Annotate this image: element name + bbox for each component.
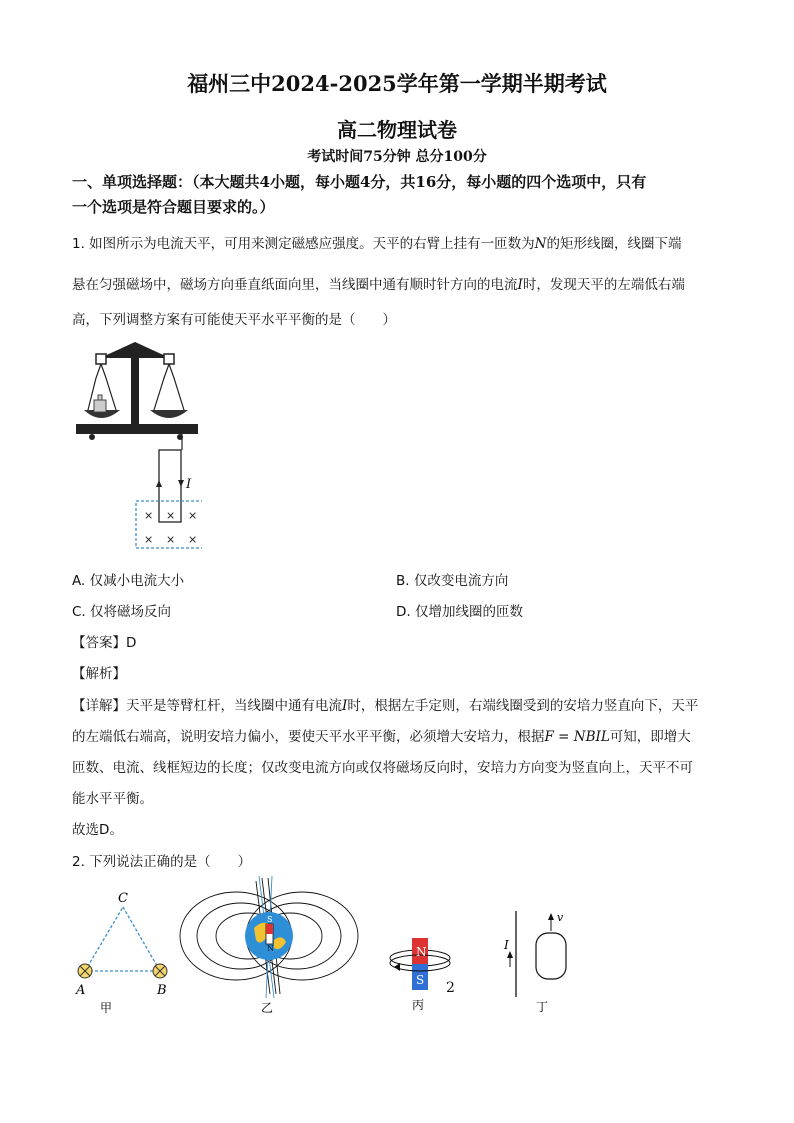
svg-text:B: B [157,983,167,998]
q1-option-d: D. 仅增加线圈的匝数 [396,604,523,620]
svg-text:I: I [504,938,509,952]
section-heading-line2: 一个选项是符合题目要求的。） [72,198,275,216]
q1-detail-line4: 能水平平衡。 [72,791,153,807]
q1-conclusion: 故选D。 [72,822,123,838]
svg-text:×: × [188,509,198,522]
wire-B-icon [153,964,167,978]
q1-stem-line3: 高，下列调整方案有可能使天平水平平衡的是（ ） [72,312,396,328]
q2-stem: 2. 下列说法正确的是（ ） [72,854,252,870]
q1-answer: 【答案】D [72,635,137,651]
svg-text:乙: 乙 [261,1001,274,1015]
svg-text:×: × [144,509,154,522]
exam-title: 福州三中2024-2025学年第一学期半期考试 [187,71,607,96]
svg-text:×: × [166,509,176,522]
svg-text:2: 2 [446,980,455,996]
svg-text:甲: 甲 [100,1001,113,1015]
svg-text:N: N [416,945,427,959]
current-balance-figure [72,340,202,555]
current-label-I: I [186,477,192,492]
svg-text:×: × [144,533,154,546]
section-heading [72,170,732,220]
figure-yi [176,876,362,1021]
q1-stem-line2: 悬在匀强磁场中，磁场方向垂直纸面向里，当线圈中通有顺时针方向的电流I时，发现天平的左端低右端 [72,277,685,293]
svg-text:丙: 丙 [412,998,425,1012]
q1-detail-line2: 的左端低右端高，说明安培力偏小，要使天平水平平衡，必须增大安培力，根据F = NBIL可知，即增大 [72,729,691,745]
formula: F = NBIL [544,729,610,745]
figure-jia [72,885,182,1020]
q1-option-a: A. 仅减小电流大小 [72,573,185,589]
svg-text:S: S [267,915,273,924]
exam-info: 考试时间75分钟 总分100分 [307,149,487,165]
q1-option-b: B. 仅改变电流方向 [396,573,509,589]
figure-bing [380,930,460,1020]
coil-icon [536,933,566,979]
svg-text:S: S [416,973,425,987]
q1-stem-line1: 1. 如图所示为电流天平，可用来测定磁感应强度。天平的右臂上挂有一匝数为N的矩形线圈，线圈下端 [72,236,682,252]
q1-option-c: C. 仅将磁场反向 [72,604,172,620]
section-heading-line1: 一、单项选择题：（本大题共4小题，每小题4分，共16分，每小题的四个选项中，只有 [72,173,647,191]
q1-detail-line1: 【详解】天平是等臂杠杆，当线圈中通有电流I时，根据左手定则，右端线圈受到的安培力竖直向下，天平 [72,698,699,714]
svg-text:×: × [166,533,176,546]
figure-ding [500,905,580,1020]
svg-text:v: v [557,911,564,924]
wire-A-icon [78,964,92,978]
svg-text:×: × [188,533,198,546]
svg-text:A: A [76,983,86,998]
svg-text:N: N [267,944,274,953]
svg-text:C: C [118,891,128,906]
svg-text:丁: 丁 [536,1000,549,1014]
exam-subtitle: 高二物理试卷 [337,118,457,142]
q1-analysis-title: 【解析】 [72,666,126,682]
q1-detail-line3: 匝数、电流、线框短边的长度；仅改变电流方向或仅将磁场反向时，安培力方向变为竖直向上，天平不可 [72,760,693,776]
